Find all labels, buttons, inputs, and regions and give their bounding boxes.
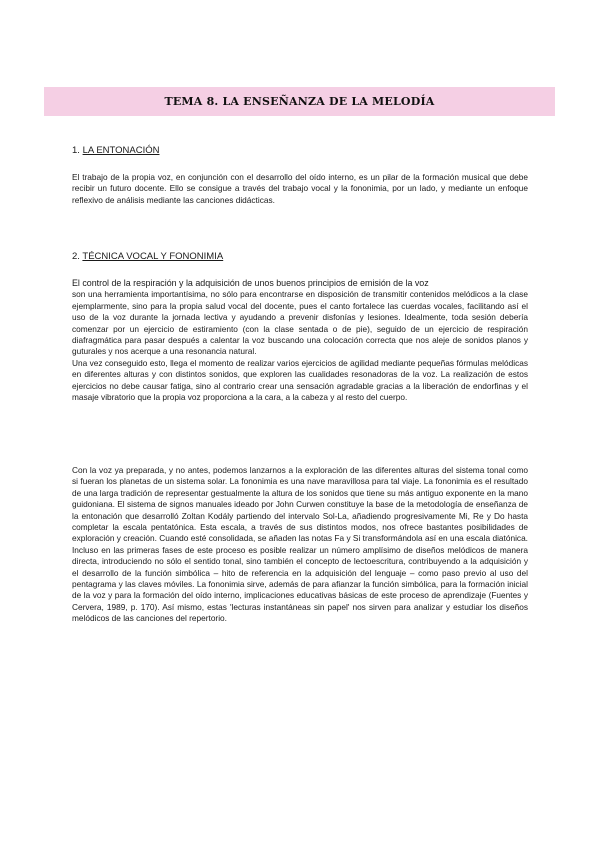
section-number: 2. — [72, 251, 80, 262]
section-number: 1. — [72, 145, 80, 156]
section-heading — [72, 251, 528, 262]
document-title: TEMA 8. LA ENSEÑANZA DE LA MELODÍA — [164, 95, 435, 108]
section-paragraph: El trabajo de la propia voz, en conjunción con el desarrollo del oído interno, es un pilar de la formación musical que debe recibir un futuro docente. Ello se consigue a través del trabajo vocal y la fononimia, por un lado, y mediante un enfoque reflexivo de análisis mediante las canciones didácticas. — [72, 172, 528, 205]
section-paragraph: Una vez conseguido esto, llega el momento de realizar varios ejercicios de agilidad mediante pequeñas fórmulas melódicas en diferentes alturas y con distintos sonidos, que exploren las cualidades resonadoras de la voz. La realización de estos ejercicios no debe causar fatiga, sino al contrario crear una sensación agradable gracias a la liberación de endorfinas y el masaje vibratorio que la propia voz proporciona a la cara, a la cabeza y al resto del cuerpo. — [72, 357, 528, 403]
section-tecnica-vocal — [72, 251, 528, 403]
section-entonacion — [72, 145, 528, 206]
section-heading — [72, 145, 528, 156]
paragraph-lead-line: El control de la respiración y la adquisición de unos buenos principios de emisión de la voz — [72, 278, 429, 288]
section-title: TÉCNICA VOCAL Y FONONIMIA — [82, 251, 224, 262]
section-paragraph: Con la voz ya preparada, y no antes, podemos lanzarnos a la exploración de las diferentes alturas del sistema tonal como si fueran los planetas de un sistema solar. La fononimia es una nave maravillosa para tal viaje. La fononimia es el resultado de una larga tradición de representar gestualmente la altura de los sonidos que tiene su más antiguo exponente en la mano guidoniana. El sistema de signos manuales ideado por John Curwen constituye la base de la metodología de enseñanza de la entonación que desarrolló Zoltan Kodály partiendo del intervalo Sol-La, añadiendo progresivamente Mi, Re y Do hasta completar la escala pentatónica. Esta escala, a través de sus distintos modos, nos ofrece bastantes posibilidades de exploración y creación. Cuando esté consolidada, se añaden las notas Fa y Si transformándola así en una escala diatónica. Incluso en las primeras fases de este proceso es posible realizar un número amplísimo de diseños melódicos de manera directa, introduciendo no sólo el sentido tonal, sino también el concepto de lectoescritura, contribuyendo a la adquisición y el desarrollo de la función simbólica – hito de referencia en la adquisición del lenguaje – como paso previo al uso del pentagrama y las claves móviles. La fononimia sirve, además de para afianzar la función simbólica, para la formación inicial de la voz y para la formación del oído interno, implicaciones educativas básicas de este proceso de aprendizaje (Fuentes y Cervera, 1989, p. 170). Así mismo, estas 'lecturas instantáneas sin papel' nos sirven para analizar y estudiar los diseños melódicos de las canciones del repertorio. — [72, 465, 528, 624]
section-fononimia-body — [72, 465, 528, 625]
section-paragraph: son una herramienta importantísima, no sólo para encontrarse en disposición de transmitir contenidos melódicos a la clase ejemplarmente, sino para la propia salud vocal del docente, pues el canto fortalece las cuerdas vocales, facilitando así el uso de la voz durante la jornada lectiva y ayudando a prevenir disfonías y lesiones. Idealmente, toda sesión debería comenzar por un ejercicio de estiramiento (con la clase sentada o de pie), seguido de un ejercicio de respiración diafragmática para pasar después a calentar la voz buscando una colocación correcta que nos aleje de sonidos planos y guturales y nos acerque a una resonancia natural. — [72, 289, 528, 357]
section-title: LA ENTONACIÓN — [82, 145, 160, 156]
title-band — [44, 87, 555, 116]
